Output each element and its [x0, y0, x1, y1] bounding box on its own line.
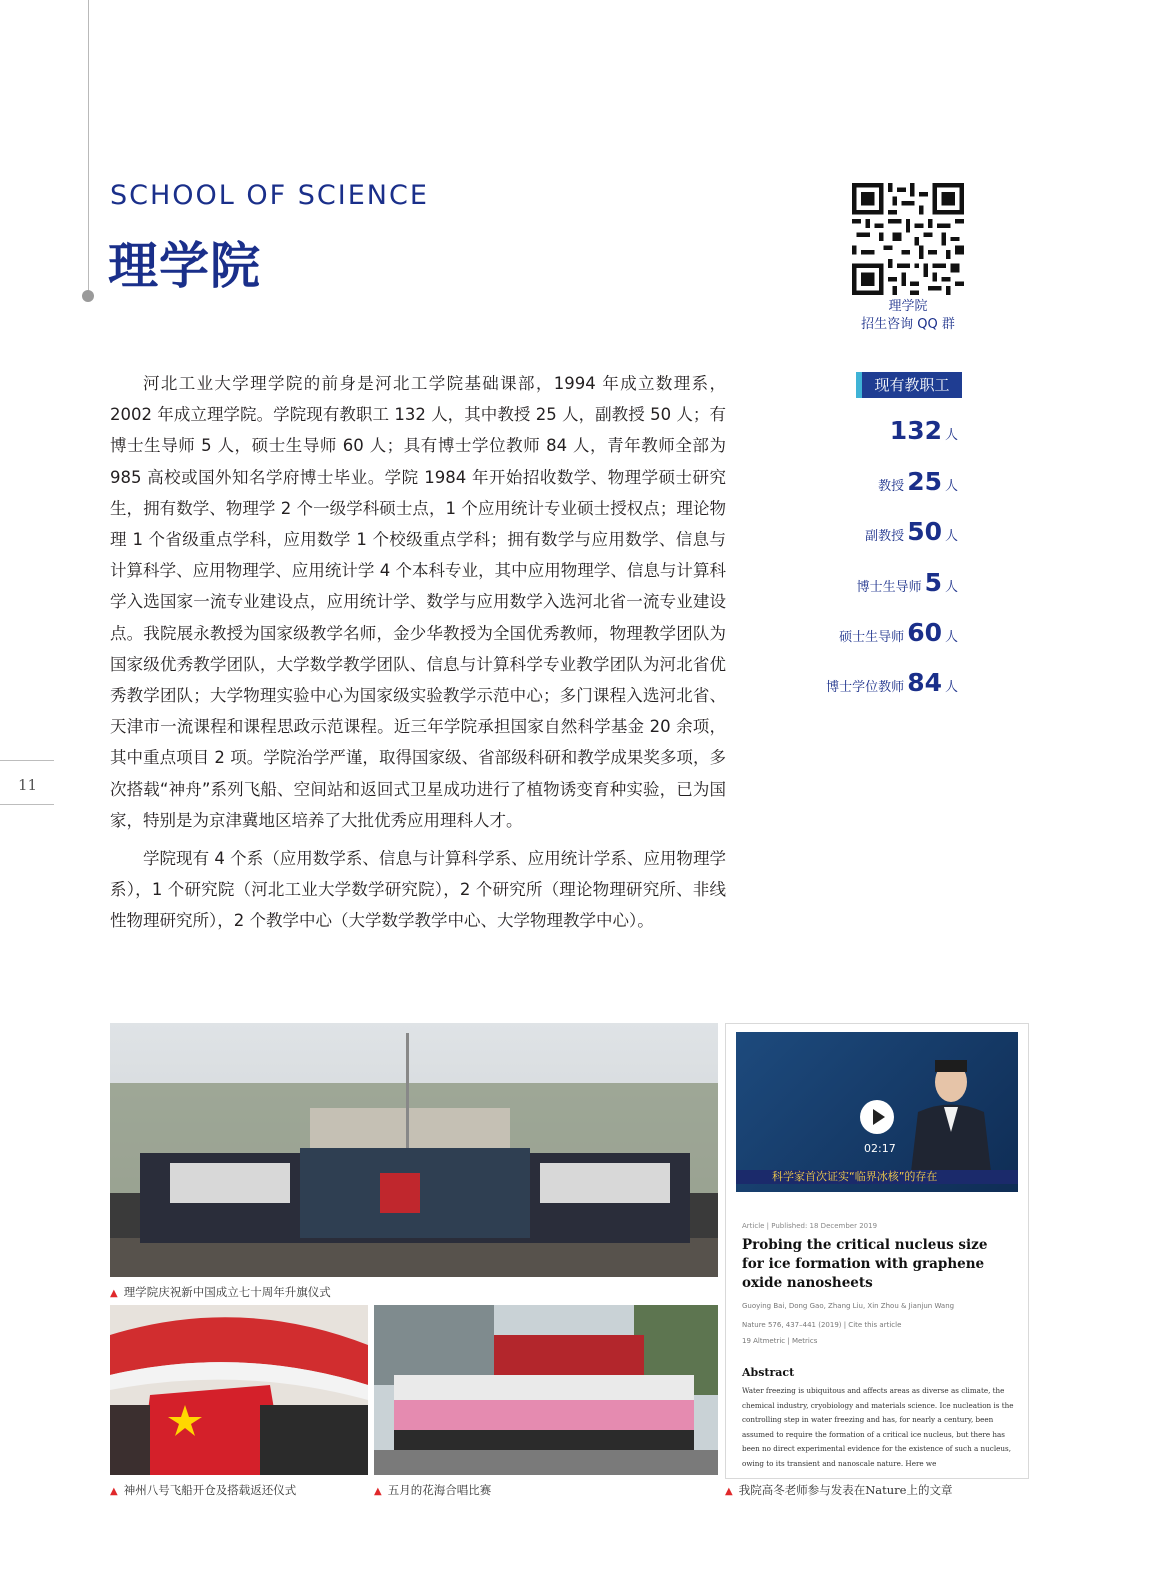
photo-choir: [374, 1305, 718, 1475]
stat-label: 副教授: [865, 529, 905, 544]
caption-text: 理学院庆祝新中国成立七十周年升旗仪式: [123, 1285, 331, 1299]
article-title: Probing the critical nucleus size for ice formation with graphene oxide nanosheets: [742, 1237, 988, 1291]
caption-triangle-icon: ▲: [374, 1486, 382, 1497]
stats-label: [862, 372, 962, 398]
stat-value: 25: [907, 467, 942, 496]
caption-text: 我院高冬老师参与发表在Nature上的文章: [738, 1483, 953, 1497]
decorative-dot: [82, 290, 94, 302]
play-icon[interactable]: [860, 1100, 894, 1134]
stat-value: 60: [907, 618, 942, 647]
photo-flag-ceremony: [110, 1023, 718, 1277]
abstract-text: Water freezing is ubiquitous and affects areas as diverse as climate, the chemical industry, cryobiology and materials science. Ice nucleation is the controlling step in water freezing and has, for nearly a century, been assumed to require the formation of a critical ice nucleus, but there has been no direct experimental evidence for the existence of such a nucleus, owing to its transient and nanoscale nature. Here we: [742, 1386, 1014, 1468]
stat-unit: 人: [944, 529, 958, 544]
article-metrics: 19 Altmetric | Metrics: [742, 1337, 818, 1345]
stat-value: 5: [924, 568, 942, 597]
photo-choir-image: [374, 1305, 718, 1475]
stat-master-supervisors: [839, 618, 958, 647]
stat-associate-professors: [865, 517, 958, 546]
title-chinese: 理学院: [108, 237, 261, 295]
stat-total-staff: [887, 416, 958, 445]
caption-shenzhou: [110, 1482, 296, 1498]
paragraph-history: 河北工业大学理学院的前身是河北工学院基础课部，1994 年成立数理系，2002 年成立理学院。学院现有教职工 132 人，其中教授 25 人，副教授 50 人；有博士生导师 5 人，硕士生导师 60 人；具有博士学位教师 84 人，青年教师全部为 985 高校或国外知名学府博士毕业。学院 1984 年开始招收数学、物理学硕士研究生，拥有数学、物理学 2 个一级学科硕士点，1 个应用统计专业硕士授权点；理论物理 1 个省级重点学科，应用数学 1 个校级重点学科；拥有数学与应用数学、信息与计算科学、应用物理学、应用统计学 4 个本科专业，其中应用物理学、信息与计算科学入选国家一流专业建设点，应用统计学、数学与应用数学入选河北省一流专业建设点。我院展永教授为国家级教学名师，金少华教授为全国优秀教师，物理教学团队为国家级优秀教学团队，大学数学教学团队、信息与计算科学专业教学团队为河北省优秀教学团队；大学物理实验中心为国家级实验教学示范中心；多门课程入选河北省、天津市一流课程和课程思政示范课程。近三年学院承担国家自然科学基金 20 余项，其中重点项目 2 项。学院治学严谨，取得国家级、省部级科研和教学成果奖多项，多次搭载“神舟”系列飞船、空间站和返回式卫星成功进行了植物诱变育种实验，已为国家，特别是为京津冀地区培养了大批优秀应用理科人才。: [110, 374, 726, 830]
stat-value: 50: [907, 517, 942, 546]
decorative-vertical-line: [88, 0, 89, 296]
caption-choir: [374, 1482, 491, 1498]
page-number: 11: [18, 776, 38, 794]
title-english: SCHOOL OF SCIENCE: [110, 180, 429, 211]
stat-phd-teachers: [826, 668, 958, 697]
stat-value: 132: [889, 416, 942, 445]
stat-label: 教授: [878, 479, 905, 494]
stat-unit: 人: [944, 479, 958, 494]
stats-label-accent: [856, 372, 862, 398]
qr-caption-line2: 招生咨询 QQ 群: [861, 317, 955, 332]
abstract-heading: Abstract: [742, 1366, 795, 1379]
stat-doctoral-supervisors: [857, 568, 958, 597]
paragraph-departments: 学院现有 4 个系（应用数学系、信息与计算科学系、应用统计学系、应用物理学系），1 个研究院（河北工业大学数学研究院），2 个研究所（理论物理研究所、非线性物理研究所），2 个教学中心（大学数学教学中心、大学物理教学中心）。: [110, 849, 726, 931]
page-number-rule: [0, 760, 54, 761]
photo-flag-ceremony-image: [110, 1023, 718, 1277]
photo-shenzhou: [110, 1305, 368, 1475]
stat-unit: 人: [944, 428, 958, 443]
article-authors: Guoying Bai, Dong Gao, Zhang Liu, Xin Zhou & Jianjun Wang: [742, 1302, 955, 1310]
stat-professors: [878, 467, 958, 496]
caption-triangle-icon: ▲: [110, 1486, 118, 1497]
qr-caption: [840, 298, 976, 334]
page-number-rule: [0, 804, 54, 805]
stat-label: 博士生导师: [856, 580, 922, 595]
stat-unit: 人: [944, 630, 958, 645]
news-video[interactable]: [736, 1032, 1018, 1192]
stat-value: 84: [907, 668, 942, 697]
article-meta: Article | Published: 18 December 2019: [742, 1222, 878, 1230]
news-anchor-image: [906, 1052, 996, 1172]
caption-text: 神州八号飞船开仓及搭载返还仪式: [123, 1483, 297, 1497]
stat-unit: 人: [944, 580, 958, 595]
nature-article-screenshot: [725, 1023, 1029, 1479]
video-news-banner: 科学家首次证实“临界冰核”的存在: [736, 1170, 1018, 1184]
body-text: [110, 368, 726, 937]
stat-label: 博士学位教师: [826, 680, 905, 695]
stat-label: 硕士生导师: [839, 630, 905, 645]
caption-text: 五月的花海合唱比赛: [387, 1483, 492, 1497]
qr-caption-line1: 理学院: [888, 299, 928, 314]
stats-label-text: 现有教职工: [874, 376, 950, 394]
caption-flag-ceremony: [110, 1284, 331, 1300]
stat-unit: 人: [944, 680, 958, 695]
article-citation: Nature 576, 437–441 (2019) | Cite this article: [742, 1321, 902, 1329]
caption-triangle-icon: ▲: [110, 1288, 118, 1299]
caption-nature: [725, 1482, 952, 1498]
caption-triangle-icon: ▲: [725, 1486, 733, 1497]
qr-code-icon: [852, 183, 964, 295]
video-timestamp: 02:17: [864, 1142, 896, 1155]
photo-shenzhou-image: [110, 1305, 368, 1475]
